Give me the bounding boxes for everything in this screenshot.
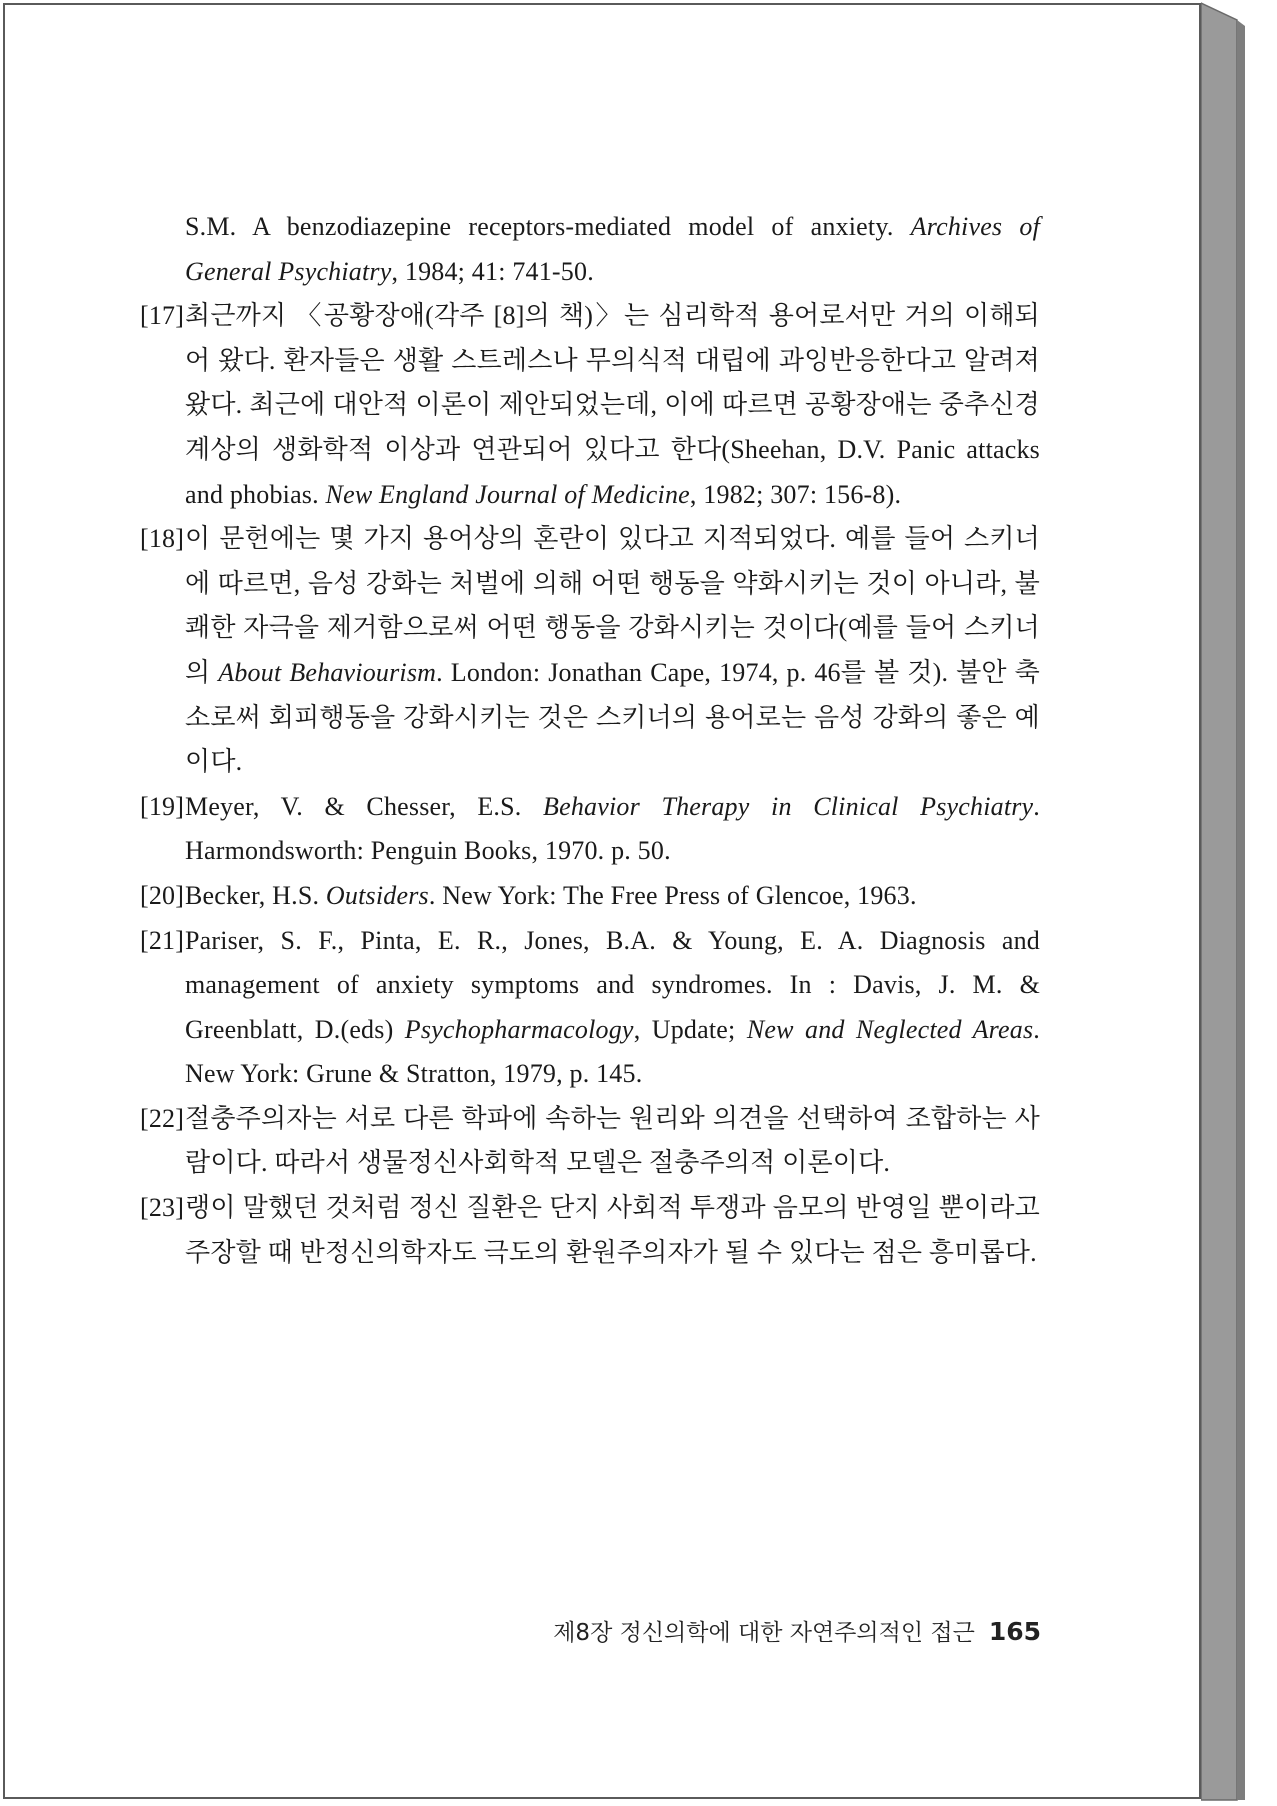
book-title: About Behaviourism — [218, 657, 437, 687]
page-footer — [553, 1614, 1041, 1647]
reference-continuation — [140, 205, 1040, 294]
reference-23 — [140, 1186, 1040, 1275]
reference-20 — [140, 874, 1040, 919]
reference-19 — [140, 785, 1040, 874]
reference-number: [17] — [140, 301, 185, 331]
reference-text: Meyer, V. & Chesser, E.S. — [185, 791, 543, 821]
reference-text: Becker, H.S. — [185, 880, 326, 910]
reference-text: . New York: Grune & Stratton, 1979, p. 145. — [185, 1014, 1040, 1089]
book-title: Outsiders — [325, 880, 429, 910]
reference-number: [18] — [140, 524, 185, 554]
chapter-title: 제8장 정신의학에 대한 자연주의적인 접근 — [553, 1620, 975, 1646]
book-title: Psychopharmacology — [404, 1014, 634, 1044]
reference-number: [22] — [140, 1103, 185, 1133]
reference-number: [19] — [140, 791, 185, 821]
book-title: Behavior Therapy in Clinical Psychiatry — [543, 791, 1034, 821]
page-number: 165 — [988, 1617, 1041, 1646]
reference-text: 랭이 말했던 것처럼 정신 질환은 단지 사회적 투쟁과 음모의 반영일 뿐이라고 주장할 때 반정신의학자도 극도의 환원주의자가 될 수 있다는 점은 흥미롭다. — [185, 1193, 1040, 1267]
references-body — [140, 205, 1040, 1275]
reference-text: S.M. A benzodiazepine receptors-mediated model of anxiety. — [185, 212, 911, 241]
reference-18 — [140, 517, 1040, 785]
book-subtitle: New and Neglected Areas — [746, 1014, 1034, 1044]
reference-number: [20] — [140, 880, 185, 910]
reference-text: . Harmondsworth: Penguin Books, 1970. p. 50. — [185, 791, 1040, 866]
reference-text: , 1982; 307: 156-8). — [689, 479, 902, 509]
reference-number: [23] — [140, 1193, 185, 1223]
reference-text: , 1984; 41: 741-50. — [391, 256, 594, 286]
reference-text: , Update; — [633, 1014, 747, 1044]
reference-text: . New York: The Free Press of Glencoe, 1963. — [428, 880, 917, 910]
journal-title: New England Journal of Medicine — [325, 479, 690, 509]
reference-text: Pariser, S. F., Pinta, E. R., Jones, B.A. & Young, E. A. Diagnosis and management of anxiety symptoms and syndromes. In : Davis, J. M. & Greenblatt, D.(eds) — [185, 925, 1040, 1044]
reference-text: . London: Jonathan Cape, 1974, p. 46를 볼 것). 불안 축소로써 회피행동을 강화시키는 것은 스키너의 용어로는 음성 강화의 좋은 예이다. — [185, 657, 1040, 777]
reference-22 — [140, 1097, 1040, 1186]
reference-text: 절충주의자는 서로 다른 학파에 속하는 원리와 의견을 선택하여 조합하는 사람이다. 따라서 생물정신사회학적 모델은 절충주의적 이론이다. — [185, 1103, 1040, 1178]
reference-21 — [140, 919, 1040, 1097]
reference-17 — [140, 294, 1040, 517]
journal-title: Archives of General Psychiatry — [185, 212, 1041, 286]
reference-text: 최근까지 〈공황장애(각주 [8]의 책)〉는 심리학적 용어로서만 거의 이해되어 왔다. 환자들은 생활 스트레스나 무의식적 대립에 과잉반응한다고 알려져 왔다. 최근에 대안적 이론이 제안되었는데, 이에 따르면 공황장애는 중추신경계상의 생화학적 이상과 연관되어 있다고 한다(Sheehan, D.V. Panic attacks and phobias. — [185, 301, 1040, 509]
reference-text: 이 문헌에는 몇 가지 용어상의 혼란이 있다고 지적되었다. 예를 들어 스키너에 따르면, 음성 강화는 처벌에 의해 어떤 행동을 약화시키는 것이 아니라, 불쾌한 자극을 제거함으로써 어떤 행동을 강화시키는 것이다(예를 들어 스키너의 — [185, 524, 1040, 687]
reference-number: [21] — [140, 925, 185, 955]
